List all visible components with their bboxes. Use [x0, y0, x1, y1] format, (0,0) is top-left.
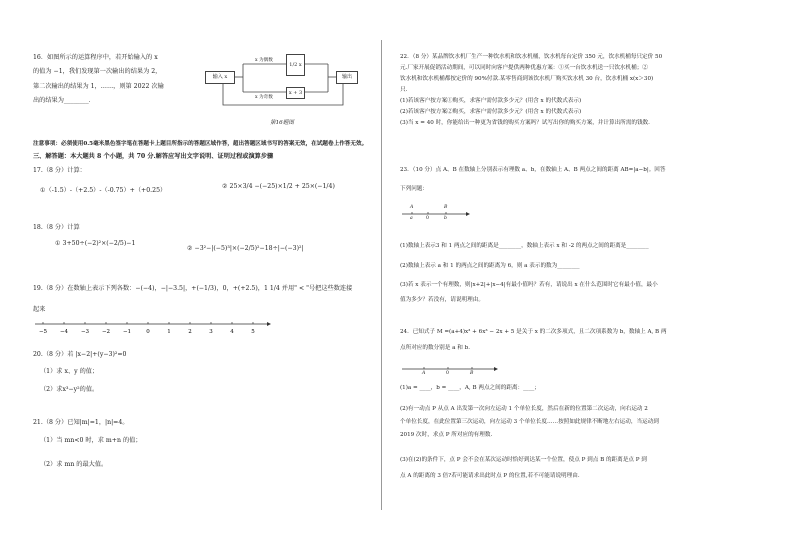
flow-odd-label: x 为偶数: [255, 58, 273, 63]
flow-even-label: x 为奇数: [255, 95, 273, 100]
q24-part2a: (2)有一动点 P 从点 A 出发第一次向左运动 1 个单位长度，然后在新的位置第二次运动，向右运动 2: [400, 406, 648, 412]
q23-label-a: a: [410, 216, 413, 221]
q22-part2: (2)若该客户按方案②购买，求客户需付款多少元？(用含 x 的代数式表示): [400, 109, 582, 115]
q24-label-A: A: [422, 371, 426, 376]
q22-part3: (3)当 x = 40 时，你能给出一种更为省钱的购买方案吗？试写出你的购买方案，并计算出所需的钱数.: [400, 120, 650, 126]
q24-part3a: (3)在(2)的条件下，点 P 会不会在某次运动时恰好到达某一个位置，使点 P 到点 B 的距离是点 P 到: [400, 457, 647, 463]
q17-part2: ② 25×3/4 −(−25)×1/2 + 25×(−1/4): [222, 183, 335, 190]
flowchart: [203, 50, 363, 108]
flow-input-box: 输入 x: [205, 71, 235, 84]
q22-part1: (1)若该客户按方案①购买，求客户需付款多少元？(用含 x 的代数式表示): [400, 98, 582, 104]
number-line-tick-label: −3: [80, 329, 90, 335]
q23-part2: (2)数轴上表示 a 和 1 的两点之间的距离为 6，则 a 表示的数为________: [400, 263, 580, 269]
q24-part3b: 点 A 的距离的 3 倍?若可能请求出此时点 P 的位置,若不可能请说明理由.: [400, 473, 580, 479]
q18-part2: ② −3²−|(−5)³|×(−2/5)²−18÷|−(−3)²|: [187, 245, 304, 252]
q23-line1: 23．（10 分）点 A、B 在数轴上分别表示有理数 a、b，在数轴上 A、B 两点之间的距离 AB=|a−b|。回答: [400, 167, 666, 173]
q16-caption: 第16题图: [270, 120, 294, 126]
q16-line2: 的值为 −1，我们发现第一次输出的结果为 2，: [33, 68, 162, 75]
q21-part2: （2）求 mn 的最大值。: [40, 461, 108, 468]
number-line-arrow: [267, 322, 271, 326]
q18-part1: ① 3+50÷(−2)²×(−2/5)−1: [55, 240, 136, 247]
q22-line4: 只.: [400, 87, 408, 93]
q16-line4: 出的结果为________．: [33, 97, 95, 104]
number-line-tick-label: 0: [146, 329, 150, 335]
flow-plus3-box: x + 3: [286, 87, 305, 99]
q23-line2: 下列问题：: [400, 186, 428, 192]
q16-line3: 第二次输出的结果为 1，……，则第 2022 次输: [33, 83, 164, 90]
q16-line1: 16．如图所示的运算程序中，若开始输入的 x: [33, 54, 158, 61]
q21-part1: （1）当 mn<0 时，求 m+n 的值；: [40, 437, 142, 444]
q20-head: 20.（8 分）若 |x−2|+(y−3)²=0: [33, 351, 127, 358]
q24-part2c: 2019 次时，求点 P 所对应的有理数.: [400, 432, 493, 438]
column-divider: [381, 40, 382, 510]
number-line-tick-label: 3: [209, 329, 213, 335]
q24-axis: [400, 364, 500, 380]
number-line-tick-label: 1: [167, 329, 171, 335]
q17-part1: ①（-1.5）-（+2.5）-（-0.75）+（+0.25）: [40, 187, 167, 194]
q24-part1: (1)a = ____，b = ____，A, B 两点之间的距离：____；: [400, 385, 540, 391]
q18-head: 18.（8 分）计算: [33, 224, 80, 231]
q19-line1: 19.（8 分）在数轴上表示下列各数：−(−4)，−|−3.5|，+(−1/3)，0，+(+2.5)，1 1/4 并用" < "号把这些数连接: [33, 285, 353, 292]
q20-part1: （1）求 x、y 的值；: [40, 368, 99, 375]
q23-label-B: B: [444, 205, 448, 210]
number-line-tick-label: −5: [38, 329, 48, 335]
q23-part1: (1)数轴上表示3 和 1 两点之间的距离是________，数轴上表示 x 和 -2 的两点之间的距离是________: [400, 243, 649, 249]
q23-part3b: 值为多少？若没有，请说明理由。: [400, 297, 484, 303]
q23-part3: (3)若 x 表示一个有理数，则|x+2|+|x−4|有最小值吗？若有，请说出 x 在什么范围时它有最小值，最小: [400, 282, 658, 288]
q19-line2: 起来: [33, 306, 46, 313]
flow-output-box: 输出: [336, 71, 358, 84]
q19-number-line: [33, 318, 273, 340]
notice: 注意事项：必须使用0.5毫米黑色签字笔在答题卡上题目所指示的答题区域作答，超出答题区域书写的答案无效，在试题卷上作答无效。: [33, 141, 368, 147]
q23-label-b: b: [444, 216, 447, 221]
q22-line3: 饮水机和饮水机桶都按定价的 90%付款.某零售商到该饮水机厂购买饮水机 30 台，饮水机桶 x(x＞30): [400, 76, 654, 82]
q20-part2: （2）求x³−y²的值。: [40, 386, 99, 393]
number-line-tick-label: −4: [59, 329, 69, 335]
number-line-tick-label: 2: [188, 329, 192, 335]
q22-line2: 元.厂家开展促销活动期间，可以同时向客户提供两种优惠方案：①买一台饮水机送一只饮水机桶；②: [400, 65, 648, 71]
q22-line1: 22．（8 分）某品牌饮水机厂生产一种饮水机和饮水机桶，饮水机每台定价 350 元，饮水机桶每只定价 50: [400, 54, 663, 60]
q23-axis: [400, 206, 470, 226]
number-line-tick-label: −2: [101, 329, 111, 335]
q24-line1: 24．已知式子 M =(a+4)x³ + 6x³ − 2x + 5 是关于 x 的二次多项式，且二次项系数为 b，数轴上 A, B 两: [400, 329, 667, 335]
q23-label-A: A: [410, 205, 414, 210]
q24-label-B: B: [470, 371, 474, 376]
number-line-tick-label: 4: [230, 329, 234, 335]
q24-label-0: 0: [446, 371, 449, 376]
q24-part2b: 个单位长度，在此位置第三次运动，向左运动 3 个单位长度……按照如此规律不断地左右运动，当运动到: [400, 419, 659, 425]
number-line-tick-label: −1: [122, 329, 132, 335]
q24-line2: 点所对应的数分别是 a 和 b．: [400, 345, 474, 351]
section3-heading: 三、解答题：本大题共 8 个小题，共 70 分.解答应写出文字说明、证明过程或演算步骤: [33, 153, 274, 160]
q21-head: 21.（8 分）已知|m|=1，|n|=4。: [33, 419, 129, 426]
number-line-tick-label: 5: [251, 329, 255, 335]
flow-half-box: 1/2 x: [286, 54, 305, 76]
q17-head: 17.（8 分）计算：: [33, 167, 86, 174]
q23-label-0: 0: [426, 216, 429, 221]
